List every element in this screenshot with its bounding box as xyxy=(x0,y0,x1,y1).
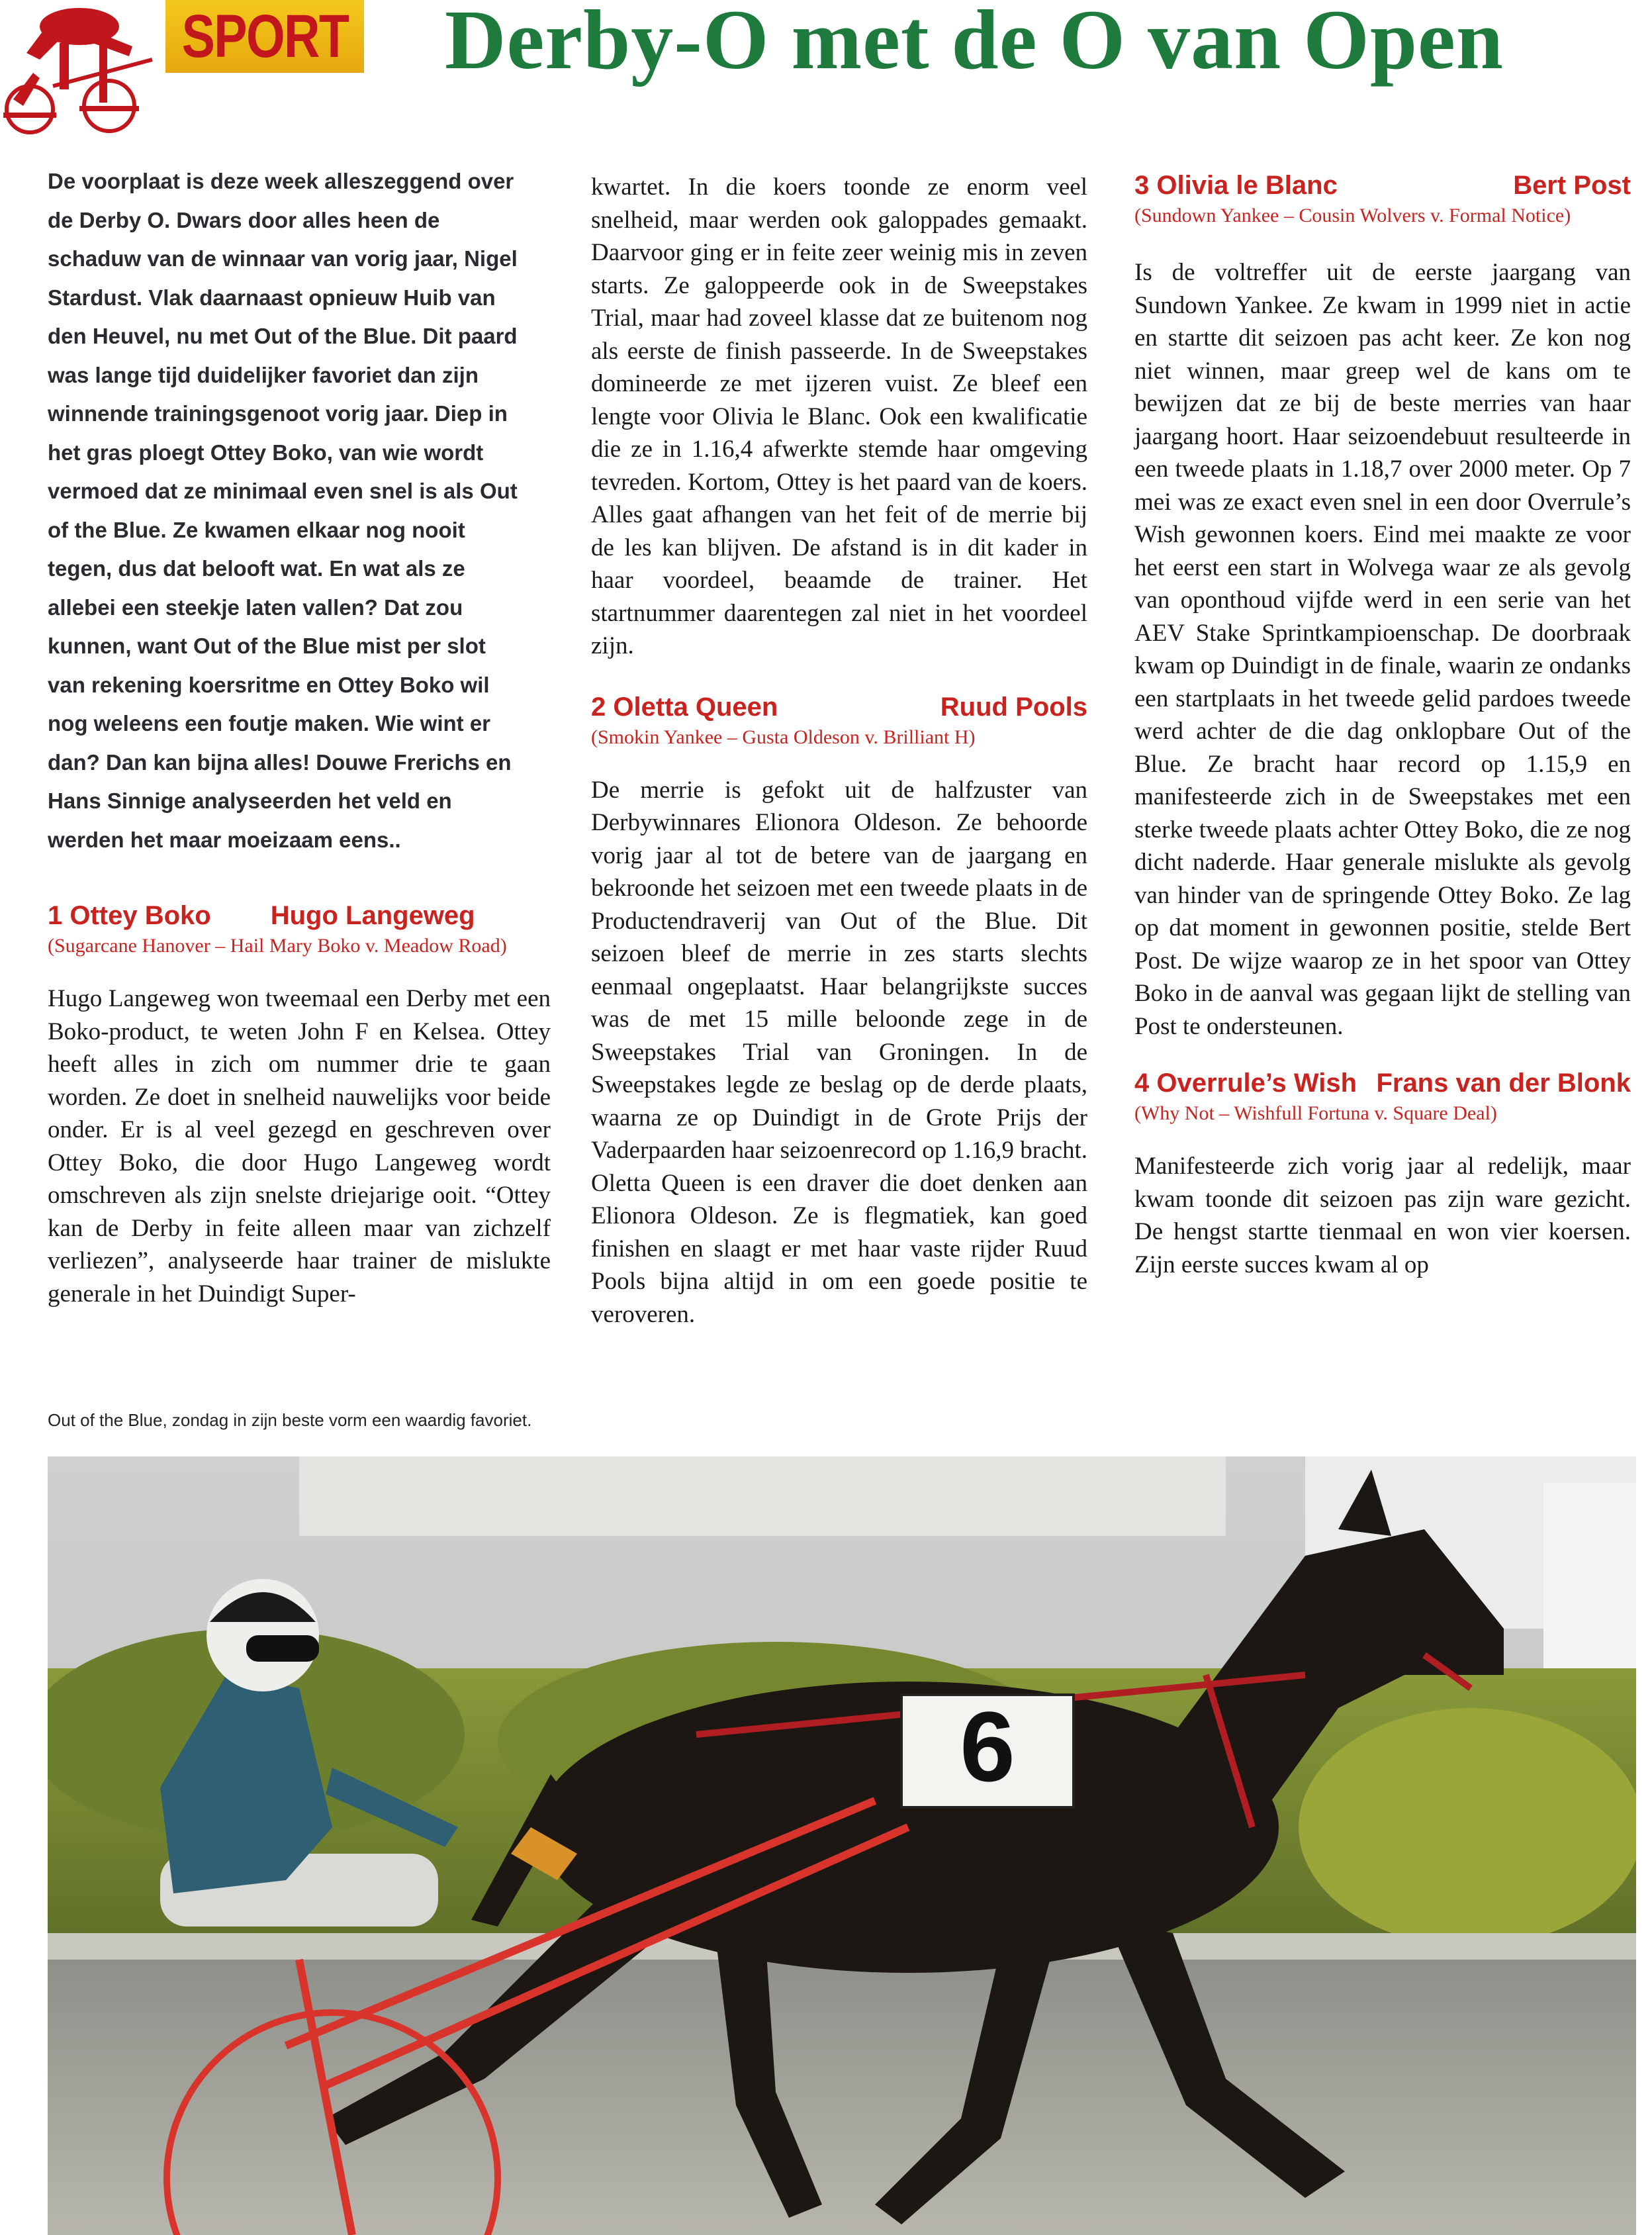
lede-line: den Heuvel, nu met Out of the Blue. Dit paard xyxy=(48,324,518,348)
sulky-logo-icon xyxy=(0,0,172,139)
lede-line: Stardust. Vlak daarnaast opnieuw Huib van xyxy=(48,285,496,310)
lede-line: werden het maar moeizaam eens.. xyxy=(48,827,401,852)
entry-driver: Hugo Langeweg xyxy=(270,901,475,930)
column-2 xyxy=(591,171,1087,1331)
entry-name: 2 Oletta Queen xyxy=(591,692,778,722)
lede-line: kunnen, want Out of the Blue mist per slot xyxy=(48,634,486,658)
entry-text: Manifesteerde zich vorig jaar al redelijk, maar kwam toonde dit seizoen pas zijn ware gezicht. De hengst startte tienmaal en won vier koersen. Zijn eerste succes kwam al op xyxy=(1134,1153,1631,1278)
lede-line: tegen, dus dat belooft wat. En wat als ze xyxy=(48,556,465,581)
race-photo xyxy=(48,1456,1636,2235)
lede-line: het gras ploegt Ottey Boko, van wie wordt xyxy=(48,440,484,465)
entry-name: 1 Ottey Boko xyxy=(48,901,211,930)
saddle-number: 6 xyxy=(960,1691,1015,1802)
lede-line: De voorplaat is deze week alleszeggend over xyxy=(48,169,514,193)
photo-caption: Out of the Blue, zondag in zijn beste vorm een waardig favoriet. xyxy=(48,1410,532,1430)
entry-name: 3 Olivia le Blanc xyxy=(1134,171,1338,200)
entry-text: Hugo Langeweg won tweemaal een Derby met een Boko-product, te weten John F en Kelsea. Ottey heeft alles in zich om nummer drie te gaan worden. Ze doet in snelheid nauwelijks voor beide onder. Er is al veel gezegd en geschreven over Ottey Boko, die door Hugo Langeweg wordt omschreven als zijn snelste driejarige ooit. “Ottey kan de Derby in feite alleen maar van zichzelf verliezen”, analyseerde haar trainer de mislukte generale in het Duindigt Super- xyxy=(48,985,551,1308)
column-1 xyxy=(48,162,551,1310)
lede-line: van rekening koersritme en Ottey Boko wil xyxy=(48,672,490,697)
lede-line: dan? Dan kan bijna alles! Douwe Frerichs en xyxy=(48,749,512,775)
lede xyxy=(48,162,551,859)
entry-pedigree: (Smokin Yankee – Gusta Oldeson v. Brilliant H) xyxy=(591,726,976,748)
lede-line: was lange tijd duidelijker favoriet dan zijn xyxy=(48,362,479,387)
entry-heading xyxy=(48,899,551,932)
section-badge xyxy=(165,0,364,73)
entry-heading xyxy=(1134,1067,1631,1100)
lede-line: nog weleens een foutje maken. Wie wint er xyxy=(48,711,491,736)
entry-text: Is de voltreffer uit de eerste jaargang van Sundown Yankee. Ze kwam in 1999 niet in actie en startte dit seizoen pas acht keer. Ze kon nog niet winnen, maar greep wel de kans om te bewijzen dat ze bij de beste merries van haar jaargang hoort. Haar seizoendebuut resulteerde in een tweede plaats in 1.18,7 over 2000 meter. Op 7 mei was ze exact even snel in een door Overrule’s Wish gewonnen koers. Eind mei maakte ze voor het eerst een start in Wolvega waar ze als gevolg van oponthoud vijfde werd in een serie van het AEV Stake Sprintkampioenschap. De doorbraak kwam op Duindigt in de finale, waarin ze ondanks een startplaats in het tweede gelid pardoes tweede werd achter de die dag onklopbare Out of the Blue. Ze bracht haar record op 1.15,9 en manifesteerde zich in de Sweepstakes met een sterke tweede plaats achter Ottey Boko, die ze nog dicht naderde. Haar generale mislukte als gevolg van hinder van de springende Ottey Boko. Ze lag op dat moment in gewonnen positie, stelde Bert Post. De wijze waarop ze in het spoor van Ottey Boko in de aanval was gegaan lijkt de stelling van Post te ondersteunen. xyxy=(1134,259,1631,1040)
entry-pedigree: (Sugarcane Hanover – Hail Mary Boko v. Meadow Road) xyxy=(48,935,507,957)
entry-text-continued: kwartet. In die koers toonde ze enorm veel snelheid, maar werden ook galoppades gemaakt. Daarvoor ging er in feite zeer weinig mis in zeven starts. Ze galoppeerde ook in de Sweepstakes Trial, maar had zoveel klasse dat ze buitenom nog als eerste de finish passeerde. In de Sweepstakes domineerde ze met ijzeren vuist. Ze bleef een lengte voor Olivia le Blanc. Ook een kwalificatie die ze in 1.16,4 afwerkte stemde haar omgeving tevreden. Kortom, Ottey is het paard van de koers. Alles gaat afhangen van het feit of de merrie bij de les kan blijven. De afstand is in dit kader in haar voordeel, beaamde de trainer. Het startnummer daarentegen zal niet in het voordeel zijn. xyxy=(591,173,1087,659)
lede-line: winnende trainingsgenoot vorig jaar. Diep in xyxy=(48,401,508,426)
section-label: SPORT xyxy=(181,2,348,70)
entry-driver: Ruud Pools xyxy=(940,692,1087,722)
entry-name: 4 Overrule’s Wish xyxy=(1134,1069,1357,1098)
lede-line: allebei een steekje laten vallen? Dat zou xyxy=(48,594,463,620)
harness-race-photo-illustration xyxy=(48,1456,1636,2235)
column-3 xyxy=(1134,169,1631,1281)
entry-driver: Frans van der Blonk xyxy=(1376,1069,1631,1098)
entry-heading xyxy=(591,690,1087,724)
entry-pedigree: (Why Not – Wishfull Fortuna v. Square Deal) xyxy=(1134,1102,1497,1124)
lede-line: de Derby O. Dwars door alles heen de xyxy=(48,207,440,232)
entry-heading xyxy=(1134,169,1631,202)
lede-line: vermoed dat ze minimaal even snel is als Out xyxy=(48,479,518,503)
entry-pedigree: (Sundown Yankee – Cousin Wolvers v. Formal Notice) xyxy=(1134,205,1571,226)
page-title: Derby-O met de O van Open xyxy=(445,0,1504,87)
entry-text: De merrie is gefokt uit de halfzuster van Derbywinnares Elionora Oldeson. Ze behoorde vorig jaar al tot de betere van de jaargang en bekroonde het seizoen met een tweede plaats in de Productendraverij van Out of the Blue. Dit seizoen bleef de merrie in zes starts slechts eenmaal ongeplaatst. Haar belangrijkste succes was de met 15 mille beloonde zege in de Sweepstakes Trial van Groningen. In de Sweepstakes legde ze beslag op de derde plaats, waarna ze op Duindigt in de Grote Prijs der Vaderpaarden haar seizoenrecord op 1.16,9 bracht. Oletta Queen is een draver die doet denken aan Elionora Oldeson. Ze is flegmatiek, kan goed finishen en slaagt er met haar vaste rijder Ruud Pools bijna altijd in om een goede positie te veroveren. xyxy=(591,776,1087,1328)
lede-line: Hans Sinnige analyseerden het veld en xyxy=(48,788,452,813)
lede-line: schaduw van de winnaar van vorig jaar, Nigel xyxy=(48,246,518,271)
entry-driver: Bert Post xyxy=(1513,171,1631,200)
lede-line: of the Blue. Ze kwamen elkaar nog nooit xyxy=(48,517,465,542)
